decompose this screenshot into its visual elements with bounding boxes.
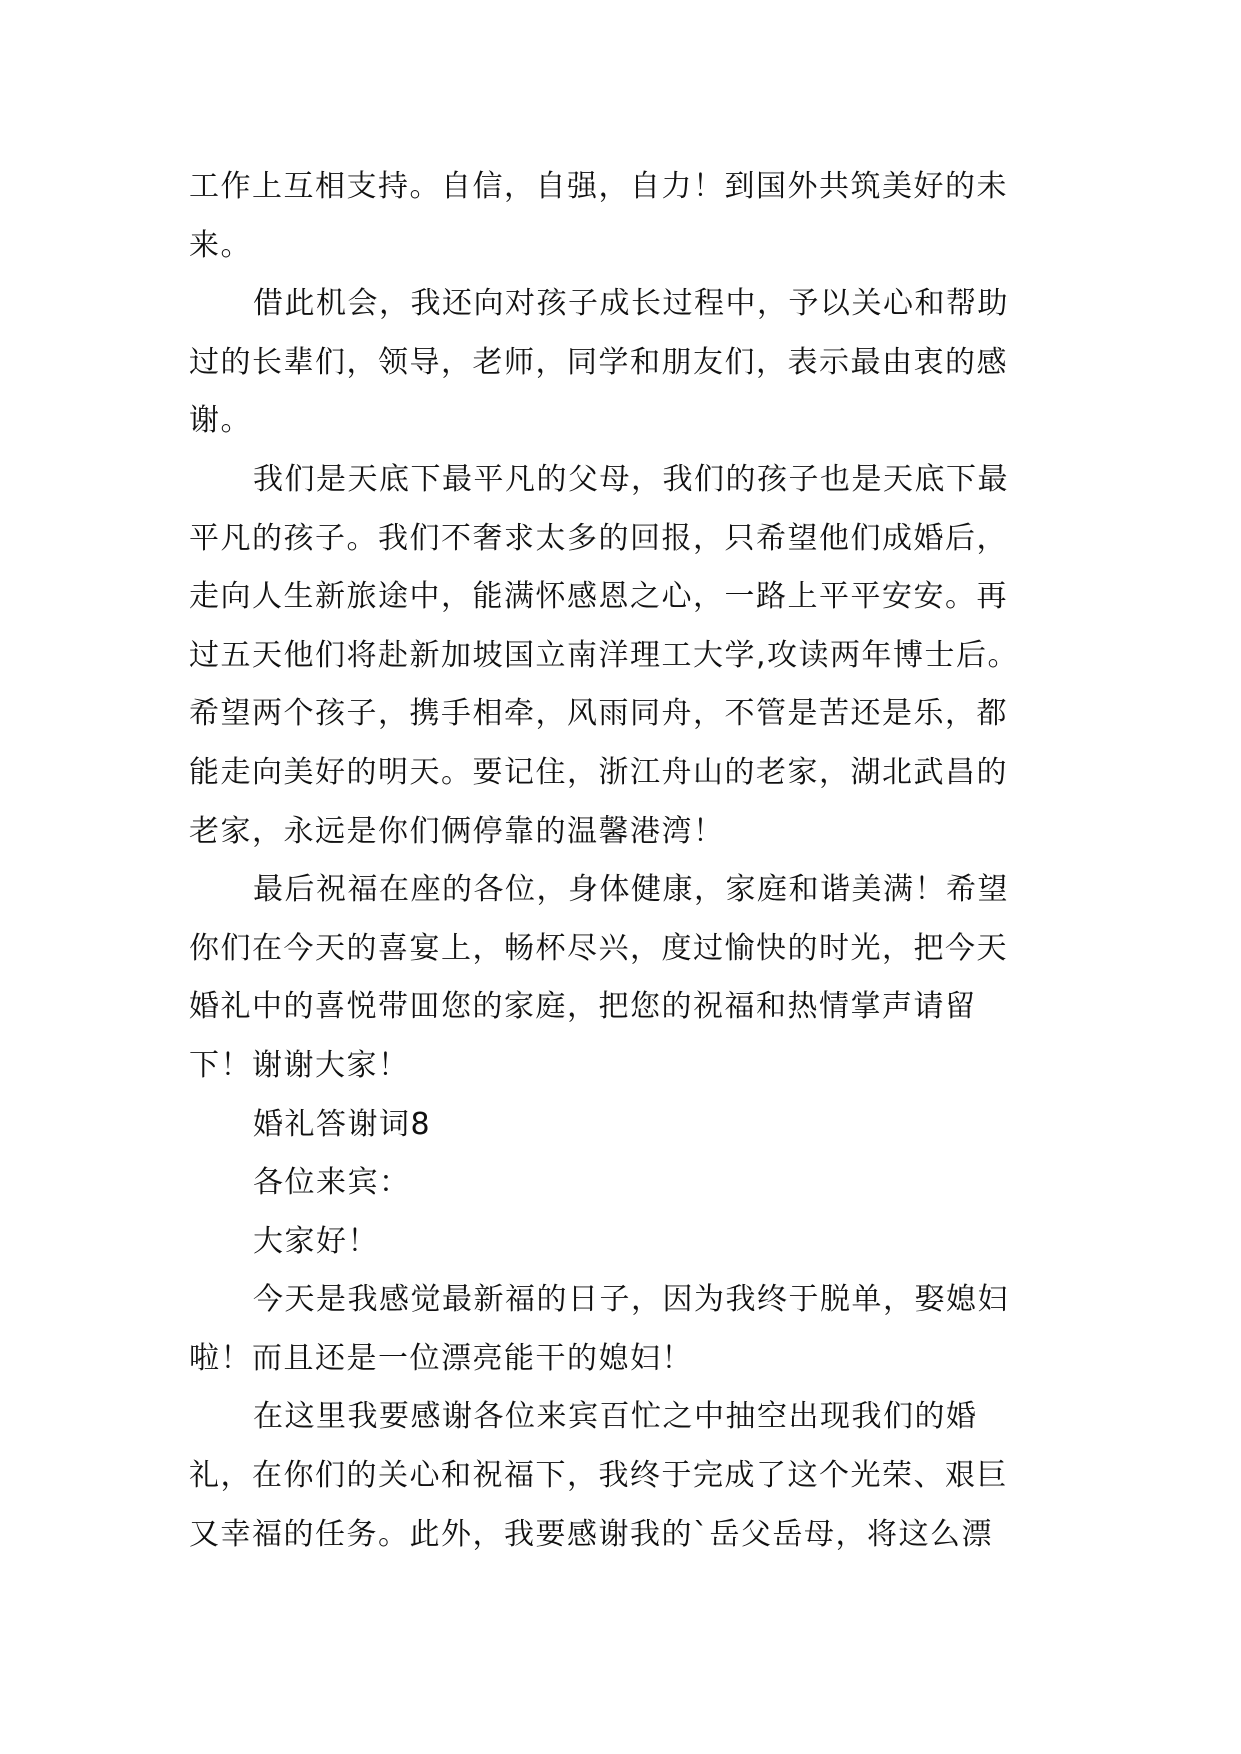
paragraph-start-line: 今天是我感觉最新福的日子，因为我终于脱单，娶媳妇	[253, 1282, 1009, 1318]
paragraph-start-line: 最后祝福在座的各位，身体健康，家庭和谐美满！希望	[253, 872, 1009, 908]
text-line: 谢。	[189, 403, 252, 439]
text-line: 又幸福的任务。此外，我要感谢我的`岳父岳母，将这么漂	[189, 1516, 993, 1552]
salutation-line: 各位来宾：	[253, 1165, 411, 1201]
text-line: 希望两个孩子，携手相牵，风雨同舟，不管是苦还是乐，都	[189, 696, 1008, 732]
text-line: 你们在今天的喜宴上，畅杯尽兴，度过愉快的时光，把今天	[189, 930, 1008, 966]
paragraph-start-line: 借此机会，我还向对孩子成长过程中，予以关心和帮助	[253, 286, 1009, 322]
text-line: 婚礼中的喜悦带囬您的家庭，把您的祝福和热情掌声请留	[189, 989, 977, 1025]
section-heading: 婚礼答谢词8	[253, 1106, 432, 1142]
text-line: 啦！而且还是一位漂亮能干的媳妇！	[189, 1340, 693, 1376]
text-line: 能走向美好的明天。要记住，浙江舟山的老家，湖北武昌的	[189, 754, 1008, 790]
text-line: 下！谢谢大家！	[189, 1047, 410, 1083]
text-line: 来。	[189, 227, 252, 263]
text-line: 平凡的孩子。我们不奢求太多的回报，只希望他们成婚后，	[189, 520, 1008, 556]
text-line: 工作上互相支持。自信，自强，自力！到国外共筑美好的未	[189, 169, 1008, 204]
text-line: 走向人生新旅途中，能满怀感恩之心，一路上平平安安。再	[189, 579, 1008, 615]
document-body	[189, 158, 1057, 1564]
text-line: 过的长辈们，领导，老师，同学和朋友们，表示最由衷的感	[189, 344, 1008, 380]
paragraph-start-line: 在这里我要感谢各位来宾百忙之中抽空出现我们的婚	[253, 1399, 978, 1435]
text-line: 老家，永远是你们俩停靠的温馨港湾！	[189, 813, 725, 849]
text-line: 过五天他们将赴新加坡国立南洋理工大学,攻读两年博士后。	[189, 637, 1020, 673]
greeting-line: 大家好！	[253, 1223, 379, 1259]
text-line: 礼，在你们的关心和祝福下，我终于完成了这个光荣、艰巨	[189, 1458, 1008, 1494]
paragraph-start-line: 我们是天底下最平凡的父母，我们的孩子也是天底下最	[253, 461, 1009, 497]
